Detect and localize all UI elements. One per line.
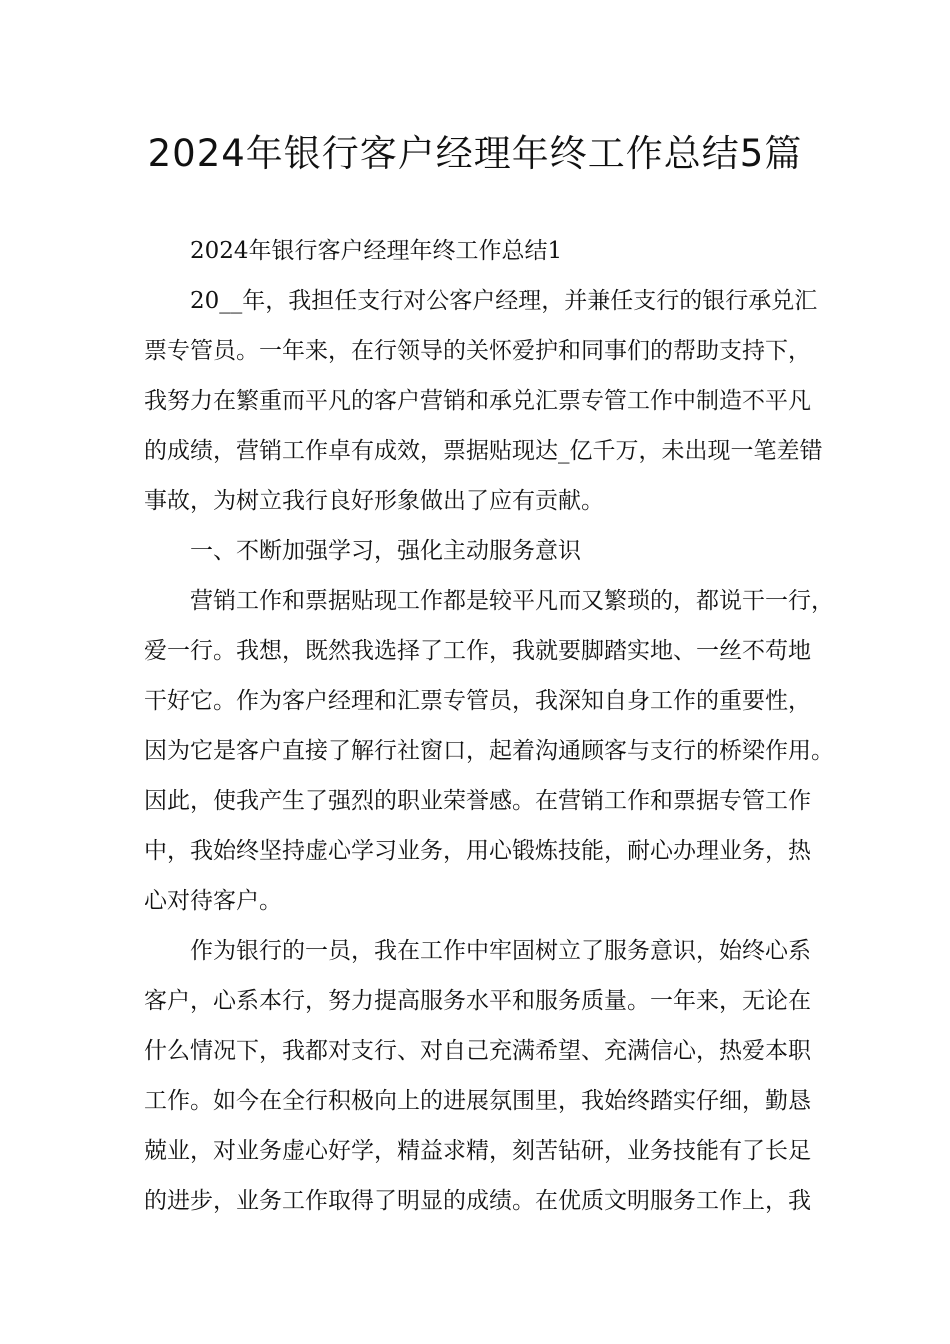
text-line: 我努力在繁重而平凡的客户营销和承兑汇票专管工作中制造不平凡: [144, 388, 811, 414]
text-line: 兢业，对业务虚心好学，精益求精，刻苦钻研，业务技能有了长足: [144, 1138, 811, 1164]
text-line: 的进步，业务工作取得了明显的成绩。在优质文明服务工作上，我: [144, 1188, 811, 1214]
text-line: 因为它是客户直接了解行社窗口，起着沟通顾客与支行的桥梁作用。: [144, 738, 834, 764]
section-subtitle: 2024年银行客户经理年终工作总结1: [190, 238, 563, 264]
text-line: 营销工作和票据贴现工作都是较平凡而又繁琐的，都说干一行，: [190, 588, 834, 614]
text-line: 爱一行。我想，既然我选择了工作，我就要脚踏实地、一丝不苟地: [144, 638, 811, 664]
text-line: 票专管员。一年来，在行领导的关怀爱护和同事们的帮助支持下，: [144, 338, 811, 364]
text-line: 中，我始终坚持虚心学习业务，用心锻炼技能，耐心办理业务，热: [144, 838, 811, 864]
text-line: 心对待客户。: [144, 888, 282, 914]
text-line: 什么情况下，我都对支行、对自己充满希望、充满信心，热爱本职: [144, 1038, 811, 1064]
text-line: 客户，心系本行，努力提高服务水平和服务质量。一年来，无论在: [144, 988, 811, 1014]
text-line: 因此，使我产生了强烈的职业荣誉感。在营销工作和票据专管工作: [144, 788, 811, 814]
text-line: 20__年，我担任支行对公客户经理，并兼任支行的银行承兑汇: [190, 288, 818, 314]
section-heading: 一、不断加强学习，强化主动服务意识: [190, 538, 581, 564]
document-body: [144, 226, 834, 1226]
text-line: 事故，为树立我行良好形象做出了应有贡献。: [144, 488, 604, 514]
text-line: 工作。如今在全行积极向上的进展氛围里，我始终踏实仔细，勤恳: [144, 1088, 811, 1114]
text-line: 的成绩，营销工作卓有成效，票据贴现达_亿千万，未出现一笔差错: [144, 438, 823, 464]
document-title: 2024年银行客户经理年终工作总结5篇: [147, 132, 803, 175]
text-line: 干好它。作为客户经理和汇票专管员，我深知自身工作的重要性，: [144, 688, 811, 714]
text-line: 作为银行的一员，我在工作中牢固树立了服务意识，始终心系: [190, 938, 811, 964]
